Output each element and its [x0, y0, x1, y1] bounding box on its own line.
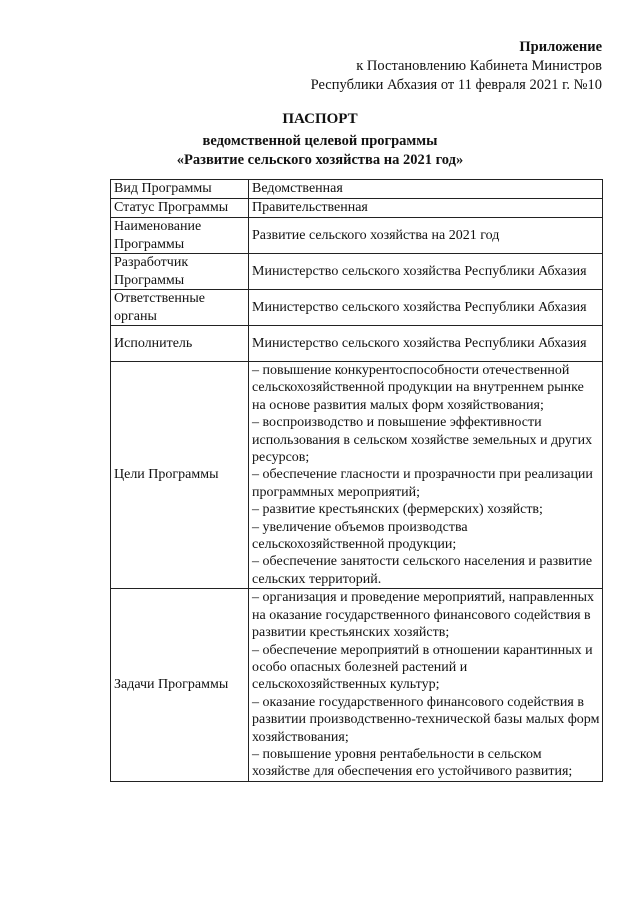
appendix-block	[311, 38, 602, 95]
table-row	[111, 180, 603, 199]
table-row	[111, 254, 603, 290]
document-title: ПАСПОРТ	[282, 111, 358, 127]
goals-label: Цели Программы	[111, 362, 249, 589]
tasks-label: Задачи Программы	[111, 589, 249, 781]
tasks-list	[249, 589, 603, 781]
row-label: Разработчик Программы	[111, 254, 249, 290]
table-row	[111, 326, 603, 362]
goals-list	[249, 362, 603, 589]
row-label: Вид Программы	[111, 180, 249, 199]
table-row-tasks	[111, 589, 603, 781]
passport-table	[110, 179, 603, 782]
row-value: Министерство сельского хозяйства Республики Абхазия	[249, 326, 603, 362]
goal-item: – обеспечение занятости сельского населения и развитие сельских территорий.	[252, 554, 593, 587]
table-row	[111, 199, 603, 218]
task-item: – повышение уровня рентабельности в сельском хозяйстве для обеспечения его устойчивого развития;	[252, 746, 573, 780]
row-label: Исполнитель	[111, 326, 249, 362]
goal-item: – увеличение объемов производства сельскохозяйственной продукции;	[252, 519, 468, 553]
row-value: Ведомственная	[249, 180, 603, 199]
appendix-title: Приложение	[519, 39, 602, 55]
row-value: Министерство сельского хозяйства Республики Абхазия	[249, 254, 603, 290]
task-item: – обеспечение мероприятий в отношении карантинных и особо опасных болезней растений и сельскохозяйственных культур;	[252, 642, 593, 693]
row-value: Развитие сельского хозяйства на 2021 год	[249, 218, 603, 254]
goal-item: – обеспечение гласности и прозрачности при реализации программных мероприятий;	[252, 467, 593, 500]
goal-item: – воспроизводство и повышение эффективности использования в сельском хозяйстве земельных и других ресурсов;	[252, 415, 593, 466]
table-row	[111, 218, 603, 254]
appendix-line-2: Республики Абхазия от 11 февраля 2021 г. №10	[310, 77, 602, 93]
row-label: Статус Программы	[111, 199, 249, 218]
goal-item: – повышение конкурентоспособности отечественной сельскохозяйственной продукции на внутреннем рынке на основе развития малых форм хозяйствования;	[252, 363, 584, 413]
row-label: Наименование Программы	[111, 218, 249, 254]
row-value: Правительственная	[249, 199, 603, 218]
document-subtitle: ведомственной целевой программы	[202, 133, 438, 149]
appendix-line-1: к Постановлению Кабинета Министров	[356, 58, 602, 74]
goal-item: – развитие крестьянских (фермерских) хозяйств;	[252, 502, 543, 518]
document-heading	[0, 110, 640, 170]
row-label: Ответственные органы	[111, 290, 249, 326]
row-value: Министерство сельского хозяйства Республики Абхазия	[249, 290, 603, 326]
task-item: – организация и проведение мероприятий, направленных на оказание государственного финансового содействия в развитии крестьянских хозяйств;	[252, 590, 595, 641]
program-name: «Развитие сельского хозяйства на 2021 год»	[176, 152, 464, 168]
table-row-goals	[111, 362, 603, 589]
table-row	[111, 290, 603, 326]
task-item: – оказание государственного финансового содействия в развитии производственно-технической базы малых форм хозяйствования;	[252, 694, 600, 745]
